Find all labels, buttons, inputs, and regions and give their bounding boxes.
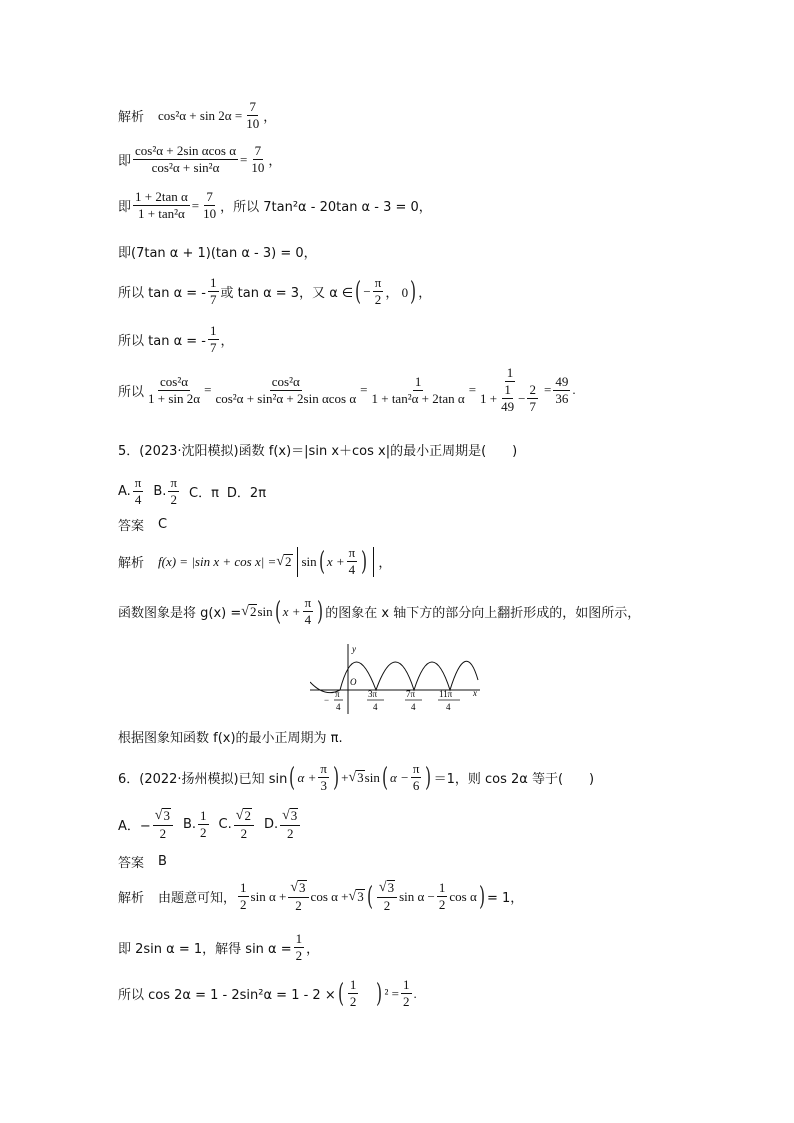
solution-line-3: 即 $\frac{\text{1 + 2tan α}}{\text{1 + tan²α}}$ = $\frac{7}{10}$ ，所以 7tan²α - 20tan α - 3 = 0， xyxy=(118,189,432,221)
left-paren: ( xyxy=(355,276,362,307)
y-label: y xyxy=(352,644,356,654)
question-6-answer: 答案 B xyxy=(118,854,167,871)
tick-2-den: 4 xyxy=(373,702,378,712)
fraction: $\frac{1}{2}$ xyxy=(349,977,357,1009)
question-5-answer: 答案 C xyxy=(118,517,168,534)
fraction: $\frac{\text{1 + 2tan α}}{\text{1 + tan²α}}$ xyxy=(135,189,188,221)
origin-label: O xyxy=(350,677,357,687)
fraction: $\frac{1}{7}$ xyxy=(210,323,217,355)
tick-4-num: 11π xyxy=(439,689,453,699)
tick-4-den: 4 xyxy=(446,702,451,712)
fraction: $\frac{1}{7}$ xyxy=(210,275,217,307)
solution-line-5: 所以 tan α = - $\frac{1}{7}$ 或 tan α = 3，又 α ∈ ( − $\frac{\pi}{2}$ ， 0 ) ， xyxy=(118,275,432,307)
solution-line-4: 即(7tan α + 1)(tan α - 3) = 0， xyxy=(118,246,317,261)
fraction: $\frac{1}{\text{1 + tan²α + 2tan α}}$ xyxy=(371,373,465,406)
fraction: 1 1 + $\frac{1}{49}$ − $\frac{2}{7}$ xyxy=(480,365,536,414)
fraction: $\frac{7}{10}$ xyxy=(251,143,265,175)
solution-line-1: 解析 cos²α + sin 2α = $\frac{7}{10}$ ， xyxy=(118,99,277,131)
question-5-solution-3: 根据图象知函数 f(x)的最小正周期为 π. xyxy=(118,731,343,746)
question-5-options: A. $\frac{\pi}{4}$ B. $\frac{\pi}{2}$ C．π D．2π xyxy=(118,475,267,507)
solution-label: 解析 xyxy=(118,110,145,125)
question-5: 5．(2023·沈阳模拟)函数 f(x)＝|sin x＋cos x|的最小正周期是( ) xyxy=(118,444,518,459)
tick-minus: − xyxy=(324,695,330,705)
sqrt: √ 2 xyxy=(276,553,292,569)
solution-line-2: 即 $\frac{\text{cos²α + 2sin αcos α}}{\text{cos²α + sin²α}}$ = $\frac{7}{10}$ ， xyxy=(118,143,282,175)
tick-1-num: π xyxy=(335,689,340,699)
right-paren: ) xyxy=(410,276,417,307)
fraction: $\frac{7}{10}$ xyxy=(203,189,217,221)
fraction: √ 3 2 xyxy=(153,808,173,841)
fraction: $\frac{7}{10}$ xyxy=(246,99,260,131)
fraction: $\frac{\pi}{3}$ xyxy=(320,761,327,793)
tick-1-den: 4 xyxy=(336,702,341,712)
fraction: $\frac{49}{36}$ xyxy=(555,373,569,406)
sqrt: √ 2 xyxy=(241,603,257,619)
fraction: $\frac{1}{2}$ xyxy=(200,808,207,840)
sqrt: √ 3 xyxy=(348,888,364,904)
question-6-solution-2: 即 2sin α = 1，解得 sin α = $\frac{1}{2}$ ， xyxy=(118,931,320,963)
x-label: x xyxy=(473,688,477,698)
graph-curve xyxy=(310,661,478,692)
question-6-options: A．− √ 3 2 B. $\frac{1}{2}$ C. √ 2 2 D. √ 3 2 xyxy=(118,808,302,841)
sqrt: √ 3 xyxy=(348,769,364,785)
fraction: $\frac{1}{2}$ xyxy=(240,880,247,912)
fraction: $\frac{1}{2}$ xyxy=(438,880,446,912)
fraction: $\frac{\pi}{4}$ xyxy=(134,475,142,507)
fraction: $\frac{\pi}{2}$ xyxy=(374,275,382,307)
function-graph xyxy=(310,640,490,716)
fraction: $\frac{\pi}{2}$ xyxy=(170,475,178,507)
fraction: √ 2 2 xyxy=(234,808,254,841)
question-6: 6．(2022·扬州模拟)已知 sin ( α + $\frac{\pi}{3}$ ) + √ 3 sin ( α − $\frac{\pi}{6}$ ) ＝1，则 cos 2α 等于( ) xyxy=(118,761,595,793)
abs-bar-right xyxy=(373,547,374,577)
question-5-solution-1: 解析 f(x) = |sin x + cos x| = √ 2 sin ( x + $\frac{\pi}{4}$ ) ， xyxy=(118,545,392,577)
tick-2-num: 3π xyxy=(368,689,378,699)
fraction: $\frac{1}{2}$ xyxy=(295,931,303,963)
fraction: $\frac{1}{2}$ xyxy=(403,977,410,1009)
question-6-solution-3: 所以 cos 2α = 1 - 2sin²α = 1 - 2 × ( $\frac{1}{2}$ ) ² = $\frac{1}{2}$ . xyxy=(118,977,417,1009)
fraction: $\frac{\text{cos²α}}{\text{cos²α + sin²α + 2sin αcos α}}$ xyxy=(215,373,357,406)
question-6-solution-1: 解析 由题意可知， $\frac{1}{2}$ sin α + √ 3 2 cos α + √ 3 ( √ 3 2 sin α − $\frac{1}{2}$ cos α ) = 1， xyxy=(118,880,524,913)
tick-3-den: 4 xyxy=(411,702,416,712)
fraction: √ 3 2 xyxy=(280,808,300,841)
fraction: $\frac{\pi}{4}$ xyxy=(304,595,312,627)
solution-line-6: 所以 tan α = - $\frac{1}{7}$ ， xyxy=(118,323,234,355)
fraction: $\frac{\text{cos²α + 2sin αcos α}}{\text{cos²α + sin²α}}$ xyxy=(135,143,237,175)
math-expr: cos²α + sin 2α = xyxy=(158,107,243,123)
abs-bar-left xyxy=(297,547,298,577)
fraction: √ 3 2 xyxy=(377,880,397,913)
fraction: $\frac{\pi}{4}$ xyxy=(348,545,356,577)
fraction: $\frac{\pi}{6}$ xyxy=(412,761,420,793)
solution-line-7: 所以 $\frac{\text{cos²α}}{1 + \sin 2\alpha}$ = $\frac{\text{cos²α}}{\text{cos²α + sin²α + 2sin αcos α}}$ = $\frac{1}{\text{1 + tan²α + 2tan α}}$ = 1 1 + $\frac{1}{49}$ − $\frac{2}{7}$ = $\frac{49}{36}$ . xyxy=(118,365,576,414)
fraction: $\frac{\text{cos²α}}{1 + \sin 2\alpha}$ xyxy=(148,373,201,406)
tick-3-num: 7π xyxy=(406,689,416,699)
question-5-solution-2: 函数图象是将 g(x) = √ 2 sin ( x + $\frac{\pi}{4}$ ) 的图象在 x 轴下方的部分向上翻折形成的，如图所示， xyxy=(118,595,641,627)
fraction: √ 3 2 xyxy=(288,880,308,913)
